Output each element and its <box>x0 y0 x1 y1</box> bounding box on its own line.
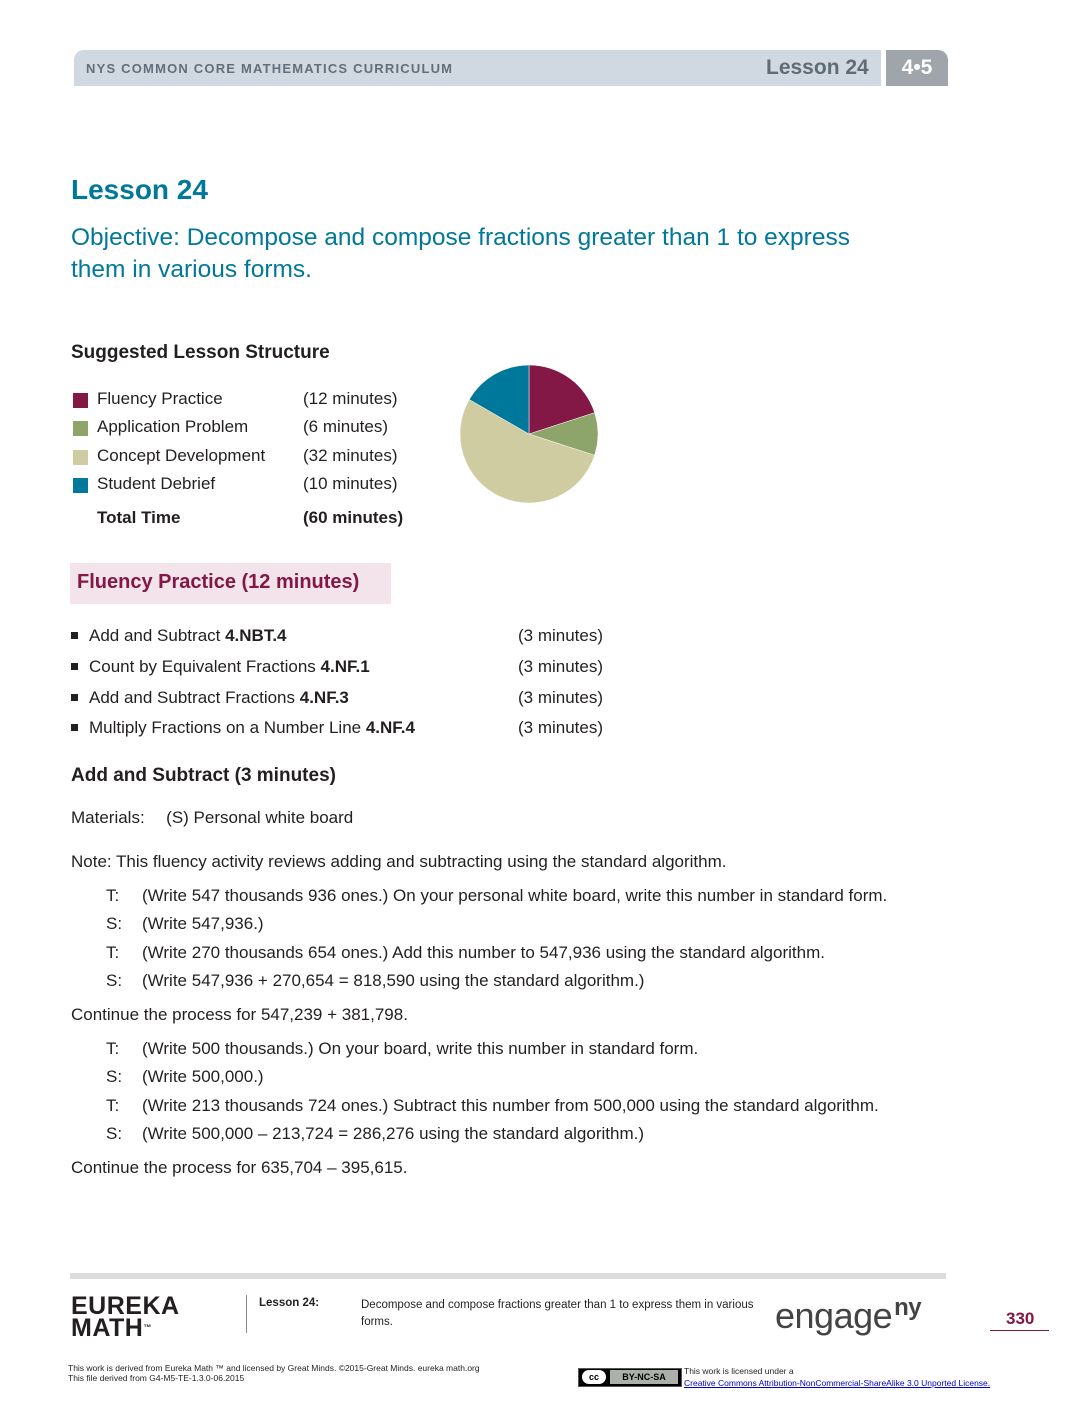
structure-item-fluency <box>71 387 431 415</box>
dialogue-speaker: S: <box>106 1124 123 1143</box>
objective-line-2: them in various forms. <box>71 256 312 283</box>
structure-title: Suggested Lesson Structure <box>71 342 330 363</box>
legend-swatch <box>73 450 88 465</box>
eureka-math-logo <box>71 1292 180 1342</box>
structure-time: (6 minutes) <box>303 417 389 436</box>
fluency-heading: Fluency Practice (12 minutes) <box>77 571 360 593</box>
note-text: Note: This fluency activity reviews adding and subtracting using the standard algorithm. <box>71 852 727 871</box>
structure-item-debrief <box>71 472 431 500</box>
total-label: Total Time <box>97 508 181 527</box>
bullet-icon <box>71 663 78 670</box>
fluency-item-text: Add and Subtract <box>89 626 226 645</box>
materials-text: (S) Personal white board <box>166 808 354 827</box>
standard-code: 4.NBT.4 <box>225 626 287 645</box>
attribution-line-1: This work is derived from Eureka Math ™ and licensed by Great Minds. ©2015-Great Minds. eureka math.org <box>68 1363 480 1373</box>
continue-text-1: Continue the process for 547,239 + 381,798. <box>71 1005 408 1024</box>
list-item <box>71 717 631 747</box>
license-intro: This work is licensed under a <box>684 1366 794 1376</box>
dialogue-text: (Write 547,936.) <box>142 914 264 933</box>
curriculum-title: NYS COMMON CORE MATHEMATICS CURRICULUM <box>86 61 454 76</box>
activity-heading: Add and Subtract (3 minutes) <box>71 765 336 786</box>
fluency-item-time: (3 minutes) <box>518 626 604 645</box>
standard-code: 4.NF.3 <box>299 688 349 707</box>
structure-time: (32 minutes) <box>303 446 398 465</box>
dialogue-text: (Write 500,000.) <box>142 1067 264 1086</box>
standard-code: 4.NF.4 <box>365 718 415 737</box>
fluency-item-text: Count by Equivalent Fractions <box>89 657 321 676</box>
legend-swatch <box>73 478 88 493</box>
dialogue-speaker: T: <box>106 1096 120 1115</box>
objective-line-1: Objective: Decompose and compose fractions greater than 1 to express <box>71 224 850 251</box>
dialogue-speaker: S: <box>106 971 123 990</box>
structure-label: Application Problem <box>97 417 249 436</box>
structure-label: Fluency Practice <box>97 389 223 408</box>
structure-time: (10 minutes) <box>303 474 398 493</box>
legend-swatch <box>73 393 88 408</box>
footer-lesson-label: Lesson 24: <box>259 1297 320 1309</box>
cc-badge-text: BY-NC-SA <box>610 1370 678 1384</box>
dialogue-speaker: T: <box>106 1039 120 1058</box>
dialogue-text: (Write 547,936 + 270,654 = 818,590 using the standard algorithm.) <box>142 971 645 990</box>
objective <box>71 222 951 286</box>
ny-text: ny <box>894 1294 922 1321</box>
dialogue-speaker: S: <box>106 1067 123 1086</box>
continue-text-2: Continue the process for 635,704 – 395,615. <box>71 1158 408 1177</box>
cc-circle-icon: cc <box>582 1370 606 1384</box>
footer-attribution <box>68 1363 480 1383</box>
attribution-line-2: This file derived from G4-M5-TE-1.3.0-06.2015 <box>68 1373 245 1383</box>
structure-item-application <box>71 415 431 443</box>
engage-text: engage <box>775 1295 893 1336</box>
logo-tm: ™ <box>143 1323 152 1332</box>
footer-divider <box>70 1273 946 1279</box>
lesson-title: Lesson 24 <box>71 174 208 205</box>
lesson-structure-pie-chart <box>457 364 601 508</box>
dialogue-text: (Write 500 thousands.) On your board, write this number in standard form. <box>142 1039 699 1058</box>
list-item <box>71 687 631 717</box>
standard-code: 4.NF.1 <box>320 657 370 676</box>
footer-separator <box>246 1295 247 1333</box>
dialogue-speaker: T: <box>106 886 120 905</box>
structure-time: (12 minutes) <box>303 389 398 408</box>
materials-line <box>71 808 353 828</box>
fluency-item-time: (3 minutes) <box>518 657 604 676</box>
grade-module-badge: 4•5 <box>886 50 948 86</box>
dialogue-text: (Write 547 thousands 936 ones.) On your personal white board, write this number in standard form. <box>142 886 888 905</box>
total-time: (60 minutes) <box>303 508 404 527</box>
fluency-item-time: (3 minutes) <box>518 688 604 707</box>
bullet-icon <box>71 724 78 731</box>
engageny-logo <box>775 1294 921 1337</box>
legend-swatch <box>73 421 88 436</box>
bullet-icon <box>71 632 78 639</box>
list-item <box>71 656 631 686</box>
dialogue-text: (Write 500,000 – 213,724 = 286,276 using the standard algorithm.) <box>142 1124 644 1143</box>
structure-label: Student Debrief <box>97 474 216 493</box>
materials-label: Materials: <box>71 808 145 827</box>
dialogue-speaker: T: <box>106 943 120 962</box>
dialogue-speaker: S: <box>106 914 123 933</box>
fluency-item-text: Add and Subtract Fractions <box>89 688 300 707</box>
license-link[interactable]: Creative Commons Attribution-NonCommercial-ShareAlike 3.0 Unported License. <box>684 1378 991 1388</box>
dialogue-text: (Write 270 thousands 654 ones.) Add this number to 547,936 using the standard algorithm. <box>142 943 825 962</box>
footer-lesson-description: Decompose and compose fractions greater than 1 to express them in various forms. <box>361 1299 754 1328</box>
cc-license-icon <box>578 1368 682 1387</box>
fluency-item-text: Multiply Fractions on a Number Line <box>89 718 366 737</box>
structure-total <box>71 506 431 534</box>
page-number-underline <box>990 1330 1049 1331</box>
list-item <box>71 625 631 655</box>
structure-label: Concept Development <box>97 446 266 465</box>
logo-line-1: EUREKA <box>71 1292 180 1320</box>
license-text <box>684 1365 990 1389</box>
structure-item-concept <box>71 444 431 472</box>
page-number: 330 <box>1006 1309 1035 1328</box>
logo-line-2: MATH <box>71 1314 144 1342</box>
bullet-icon <box>71 694 78 701</box>
dialogue-text: (Write 213 thousands 724 ones.) Subtract this number from 500,000 using the standard algorithm. <box>142 1096 879 1115</box>
fluency-item-time: (3 minutes) <box>518 718 604 737</box>
header-lesson: Lesson 24 <box>766 56 869 79</box>
